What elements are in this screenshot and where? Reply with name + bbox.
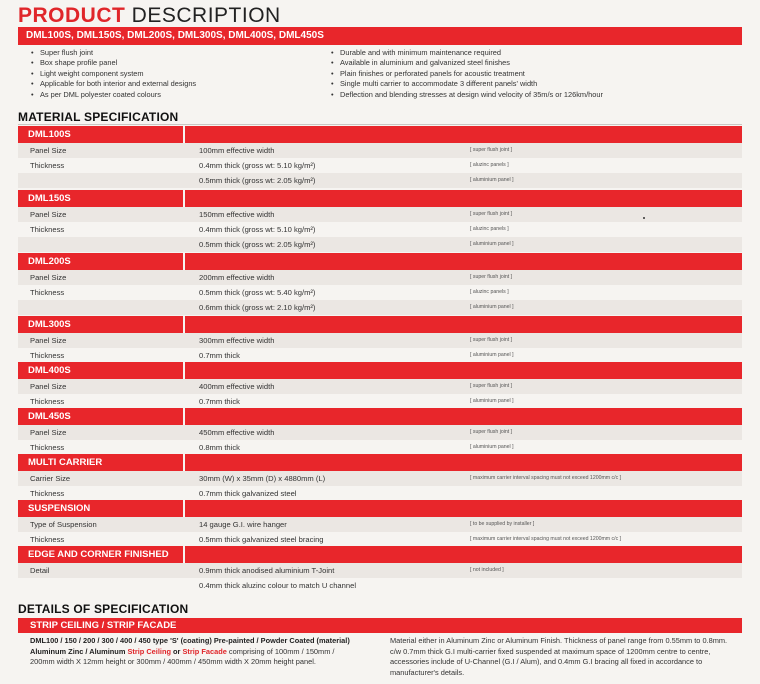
row-note: [ aluzinc panels ] bbox=[470, 226, 509, 232]
product-bar: DML100S, DML150S, DML200S, DML300S, DML400S, DML450S bbox=[18, 27, 742, 45]
row-note: [ maximum carrier interval spacing must not exceed 1200mm c/c ] bbox=[470, 475, 622, 481]
row-key: Panel Size bbox=[30, 210, 67, 219]
row-value: 0.5mm thick galvanized steel bracing bbox=[199, 535, 324, 544]
table-row bbox=[18, 486, 742, 501]
row-value: 0.5mm thick (gross wt: 2.05 kg/m²) bbox=[199, 240, 316, 249]
row-key: Thickness bbox=[30, 351, 65, 360]
row-note: [ super flush joint ] bbox=[470, 383, 513, 389]
row-value: 0.4mm thick aluzinc colour to match U channel bbox=[199, 581, 357, 590]
section-header bbox=[18, 408, 742, 425]
row-key: Detail bbox=[30, 566, 50, 575]
details-or: or bbox=[170, 646, 183, 656]
row-note: [ aluzinc panels ] bbox=[470, 162, 509, 168]
row-value: 0.4mm thick (gross wt: 5.10 kg/m²) bbox=[199, 225, 316, 234]
row-note: [ aluminium panel ] bbox=[470, 352, 514, 358]
section-header bbox=[18, 362, 742, 379]
table-row bbox=[18, 517, 742, 532]
section-label: MULTI CARRIER bbox=[18, 454, 183, 471]
section-dml450s bbox=[18, 408, 742, 455]
row-value: 150mm effective width bbox=[199, 210, 275, 219]
section-header-band bbox=[185, 190, 742, 207]
bullet-item: • Super flush joint bbox=[26, 48, 196, 58]
section-label: SUSPENSION bbox=[18, 500, 183, 517]
section-header bbox=[18, 126, 742, 143]
details-highlight: Strip Ceiling bbox=[127, 646, 171, 656]
bullet-item: • Single multi carrier to accommodate 3 different panels' width bbox=[326, 79, 603, 89]
section-header-band bbox=[185, 454, 742, 471]
section-header-band bbox=[185, 500, 742, 517]
section-header-band bbox=[185, 253, 742, 270]
table-row bbox=[18, 237, 742, 252]
stray-dot bbox=[643, 217, 645, 219]
details-bold: DML100 / 150 / 200 / 300 / 400 / 450 type 'S' (coating) Pre-painted / Powder Coated (material) Aluminum Zinc / Aluminum bbox=[30, 636, 350, 656]
table-row bbox=[18, 532, 742, 547]
row-note: [ aluminium panel ] bbox=[470, 398, 514, 404]
table-row bbox=[18, 300, 742, 315]
row-note: [ aluminium panel ] bbox=[470, 304, 514, 310]
row-key: Thickness bbox=[30, 443, 65, 452]
row-note: [ super flush joint ] bbox=[470, 429, 513, 435]
section-label: DML450S bbox=[18, 408, 183, 425]
bullets-right bbox=[326, 48, 603, 100]
section-header-band bbox=[185, 546, 742, 563]
table-row bbox=[18, 207, 742, 222]
row-key: Panel Size bbox=[30, 428, 67, 437]
row-value: 30mm (W) x 35mm (D) x 4880mm (L) bbox=[199, 474, 326, 483]
row-value: 0.7mm thick galvanized steel bbox=[199, 489, 297, 498]
section-label: DML400S bbox=[18, 362, 183, 379]
title-part1: PRODUCT bbox=[18, 4, 126, 27]
details-right-text: Material either in Aluminum Zinc or Aluminum Finish. Thickness of panel range from 0.55mm to 0.8mm. c/w 0.7mm thick G.I multi-carrier fixed suspended at maximum space of 1200mm centre to centre, accessories include of U-Channel (G.I / Alum), and 0.4mm G.I bracing all fixed in accordance to manufacturer's details. bbox=[390, 636, 728, 677]
section-dml300s bbox=[18, 316, 742, 363]
bullets-left bbox=[26, 48, 196, 100]
row-note: [ aluminium panel ] bbox=[470, 177, 514, 183]
row-note: [ maximum carrier interval spacing must not exceed 1200mm c/c ] bbox=[470, 536, 622, 542]
row-key: Thickness bbox=[30, 288, 65, 297]
table-row bbox=[18, 563, 742, 578]
row-value: 0.7mm thick bbox=[199, 351, 240, 360]
table-row bbox=[18, 222, 742, 237]
section-header-band bbox=[185, 316, 742, 333]
section-header bbox=[18, 500, 742, 517]
row-note: [ aluzinc panels ] bbox=[470, 289, 509, 295]
section-header-band bbox=[185, 126, 742, 143]
row-value: 0.4mm thick (gross wt: 5.10 kg/m²) bbox=[199, 161, 316, 170]
row-note: [ aluminium panel ] bbox=[470, 444, 514, 450]
row-value: 0.6mm thick (gross wt: 2.10 kg/m²) bbox=[199, 303, 316, 312]
table-row bbox=[18, 379, 742, 394]
row-note: [ not included ] bbox=[470, 567, 504, 573]
details-rest: comprising of 100mm / 150mm / 200mm width X 12mm height or 300mm / 400mm / 450mm width X 20mm height panel. bbox=[30, 646, 335, 667]
row-key: Panel Size bbox=[30, 336, 67, 345]
bullet-item: • Box shape profile panel bbox=[26, 58, 196, 68]
row-note: [ super flush joint ] bbox=[470, 274, 513, 280]
row-key: Panel Size bbox=[30, 382, 67, 391]
bullet-item: • Durable and with minimum maintenance required bbox=[326, 48, 603, 58]
section-header bbox=[18, 454, 742, 471]
row-value: 0.5mm thick (gross wt: 5.40 kg/m²) bbox=[199, 288, 316, 297]
bullet-item: • Deflection and blending stresses at design wind velocity of 35m/s or 126km/hour bbox=[326, 90, 603, 100]
row-value: 0.9mm thick anodised aluminium T-Joint bbox=[199, 566, 335, 575]
page-title bbox=[18, 4, 281, 28]
details-left-text bbox=[30, 636, 360, 668]
table-row bbox=[18, 471, 742, 486]
bullet-item: • Light weight component system bbox=[26, 69, 196, 79]
section-multi-carrier bbox=[18, 454, 742, 501]
table-row bbox=[18, 348, 742, 363]
row-value: 0.8mm thick bbox=[199, 443, 240, 452]
row-value: 200mm effective width bbox=[199, 273, 275, 282]
row-key: Panel Size bbox=[30, 146, 67, 155]
section-dml200s bbox=[18, 253, 742, 315]
details-bar: STRIP CEILING / STRIP FACADE bbox=[18, 618, 742, 633]
table-row bbox=[18, 425, 742, 440]
table-row bbox=[18, 143, 742, 158]
row-value: 0.5mm thick (gross wt: 2.05 kg/m²) bbox=[199, 176, 316, 185]
section-label: DML100S bbox=[18, 126, 183, 143]
row-key: Thickness bbox=[30, 161, 65, 170]
bullet-item: • Plain finishes or perforated panels for acoustic treatment bbox=[326, 69, 603, 79]
section-dml400s bbox=[18, 362, 742, 409]
table-row bbox=[18, 578, 742, 593]
section-header-band bbox=[185, 362, 742, 379]
row-note: [ super flush joint ] bbox=[470, 147, 513, 153]
row-key: Thickness bbox=[30, 397, 65, 406]
row-note: [ super flush joint ] bbox=[470, 211, 513, 217]
row-value: 450mm effective width bbox=[199, 428, 275, 437]
table-row bbox=[18, 394, 742, 409]
row-key: Carrier Size bbox=[30, 474, 71, 483]
divider bbox=[18, 124, 742, 125]
section-header bbox=[18, 190, 742, 207]
row-key: Type of Suspension bbox=[30, 520, 97, 529]
row-note: [ aluminium panel ] bbox=[470, 241, 514, 247]
section-label: DML300S bbox=[18, 316, 183, 333]
section-label: EDGE AND CORNER FINISHED bbox=[18, 546, 183, 563]
row-key: Thickness bbox=[30, 489, 65, 498]
material-heading: MATERIAL SPECIFICATION bbox=[18, 110, 179, 124]
row-value: 300mm effective width bbox=[199, 336, 275, 345]
section-label: DML150S bbox=[18, 190, 183, 207]
row-key: Thickness bbox=[30, 535, 65, 544]
table-row bbox=[18, 158, 742, 173]
row-key: Thickness bbox=[30, 225, 65, 234]
bullet-item: • Applicable for both interior and external designs bbox=[26, 79, 196, 89]
bullet-item: • As per DML polyester coated colours bbox=[26, 90, 196, 100]
row-value: 0.7mm thick bbox=[199, 397, 240, 406]
details-heading: DETAILS OF SPECIFICATION bbox=[18, 602, 189, 616]
table-row bbox=[18, 440, 742, 455]
section-suspension bbox=[18, 500, 742, 547]
row-value: 400mm effective width bbox=[199, 382, 275, 391]
section-label: DML200S bbox=[18, 253, 183, 270]
table-row bbox=[18, 285, 742, 300]
bullet-item: • Available in aluminium and galvanized steel finishes bbox=[326, 58, 603, 68]
row-note: [ to be supplied by installer ] bbox=[470, 521, 535, 527]
row-value: 14 gauge G.I. wire hanger bbox=[199, 520, 287, 529]
section-dml150s bbox=[18, 190, 742, 252]
row-note: [ super flush joint ] bbox=[470, 337, 513, 343]
section-header bbox=[18, 316, 742, 333]
table-row bbox=[18, 173, 742, 188]
section-header bbox=[18, 253, 742, 270]
section-dml100s bbox=[18, 126, 742, 188]
table-row bbox=[18, 333, 742, 348]
section-header bbox=[18, 546, 742, 563]
row-value: 100mm effective width bbox=[199, 146, 275, 155]
table-row bbox=[18, 270, 742, 285]
section-header-band bbox=[185, 408, 742, 425]
title-part2: DESCRIPTION bbox=[125, 4, 281, 27]
row-key: Panel Size bbox=[30, 273, 67, 282]
details-highlight: Strip Facade bbox=[182, 646, 227, 656]
section-edge-corner bbox=[18, 546, 742, 593]
